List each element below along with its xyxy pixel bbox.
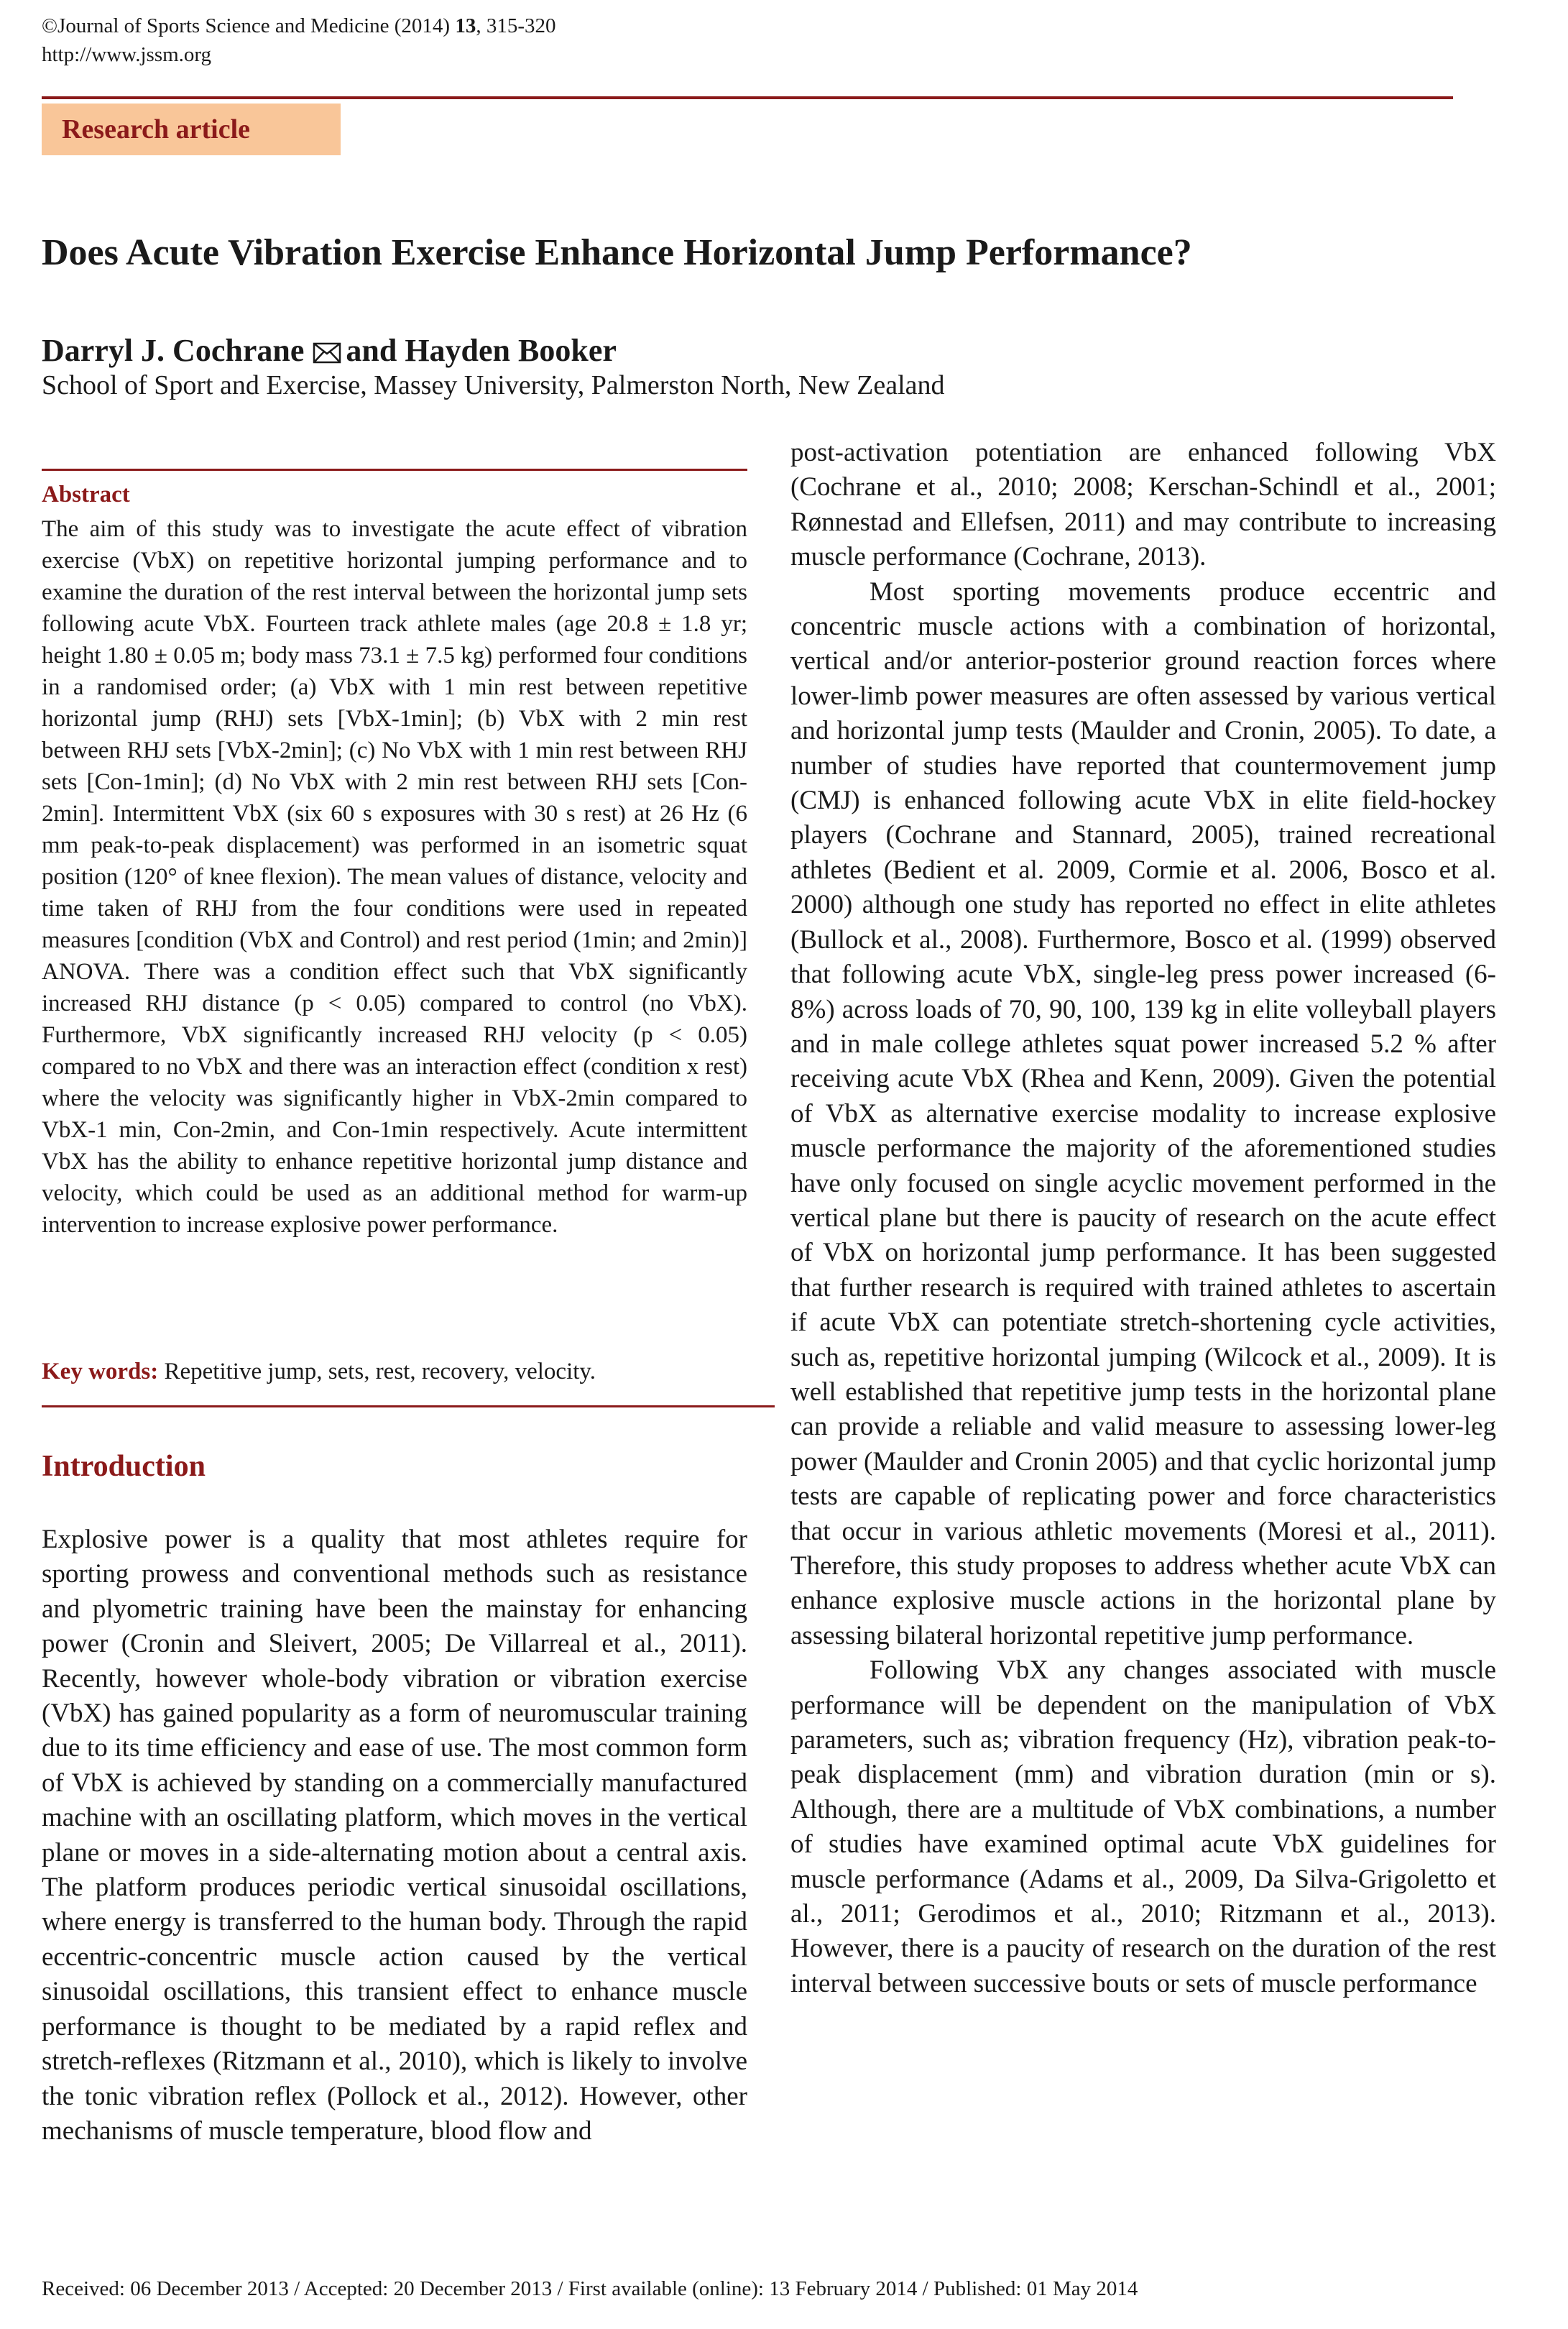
article-type-badge — [42, 104, 341, 155]
publication-dates: Received: 06 December 2013 / Accepted: 20 December 2013 / First available (online): 13 February 2014 / Published: 01 May 2014 — [42, 2277, 1138, 2300]
section-heading-introduction: Introduction — [42, 1450, 206, 1483]
abstract-bottom-rule — [42, 1405, 775, 1407]
journal-url[interactable]: http://www.jssm.org — [42, 43, 212, 66]
article-type-label: Research article — [62, 114, 251, 144]
keywords-label: Key words: — [42, 1359, 159, 1384]
paragraph: Most sporting movements produce eccentric and concentric muscle actions with a combination of horizontal, vertical and/or anterior-posterior ground reaction forces where lower-limb power measures are often assessed by various vertical and horizontal jump tests (Maulder and Cronin, 2005). To date, a number of studies have reported that countermovement jump (CMJ) is enhanced following acute VbX in elite field-hockey players (Cochrane and Stannard, 2005), trained recreational athletes (Bedient et al. 2009, Cormie et al. 2006, Bosco et al. 2000) although one study has reported no effect in elite athletes (Bullock et al., 2008). Furthermore, Bosco et al. (1999) observed that following acute VbX, single-leg press power increased (6-8%) across loads of 70, 90, 100, 139 kg in elite volleyball players and in male college athletes squat power increased 5.2 % after receiving acute VbX (Rhea and Kenn, 2009). Given the potential of VbX as alternative exercise modality to increase explosive muscle performance the majority of the aforementioned studies have only focused on single acyclic movement performed in the vertical plane but there is paucity of research on the acute effect of VbX on horizontal jump performance. It has been suggested that further research is required with trained athletes to ascertain if acute VbX can potentiate stretch-shortening cycle activities, such as, repetitive horizontal jumping (Wilcock et al., 2009). It is well established that repetitive jump tests in the horizontal plane can provide a reliable and valid measure to assessing lower-leg power (Maulder and Cronin 2005) and that cyclic horizontal jump tests are capable of replicating power and force characteristics that occur in various athletic movements (Moresi et al., 2011). Therefore, this study proposes to address whether acute VbX can enhance explosive muscle actions in the horizontal plane by assessing bilateral horizontal repetitive jump performance. — [790, 576, 1496, 1650]
author-2: and Hayden Booker — [346, 333, 617, 368]
keywords — [42, 1356, 596, 1387]
email-envelope-icon[interactable] — [313, 335, 341, 372]
header-divider — [42, 96, 1453, 99]
author-1: Darryl J. Cochrane — [42, 333, 305, 368]
paragraph: post-activation potentiation are enhanced following VbX (Cochrane et al., 2010; 2008; Kerschan-Schindl et al., 2001; Rønnestad and Ellefsen, 2011) and may contribute to increasing muscle performance (Cochrane, 2013). — [790, 438, 1496, 572]
article-title: Does Acute Vibration Exercise Enhance Horizontal Jump Performance? — [42, 232, 1192, 273]
affiliation: School of Sport and Exercise, Massey University, Palmerston North, New Zealand — [42, 370, 945, 400]
journal-citation: ©Journal of Sports Science and Medicine (2014) 13, 315-320 — [42, 14, 556, 37]
paragraph: Explosive power is a quality that most athletes require for sporting prowess and conventional methods such as resistance and plyometric training have been the mainstay for enhancing power (Cronin and Sleivert, 2005; De Villarreal et al., 2011). Recently, however whole-body vibration or vibration exercise (VbX) has gained popularity as a form of neuromuscular training due to its time efficiency and ease of use. The most common form of VbX is achieved by standing on a commercially manufactured machine with an oscillating platform, which moves in the vertical plane or moves in a side-alternating motion about a central axis. The platform produces periodic vertical sinusoidal oscillations, where energy is transferred to the human body. Through the rapid eccentric-concentric muscle action caused by the vertical sinusoidal oscillations, this transient effect to enhance muscle performance is thought to be mediated by a rapid reflex and stretch-reflexes (Ritzmann et al., 2010), which is likely to involve the tonic vibration reflex (Pollock et al., 2012). However, other mechanisms of muscle temperature, blood flow and — [42, 1525, 747, 2146]
journal-header — [42, 12, 556, 69]
abstract-text: The aim of this study was to investigate the acute effect of vibration exercise (VbX) on repetitive horizontal jumping performance and to examine the duration of the rest interval between the horizontal jump sets following acute VbX. Fourteen track athlete males (age 20.8 ± 1.8 yr; height 1.80 ± 0.05 m; body mass 73.1 ± 7.5 kg) performed four conditions in a randomised order; (a) VbX with 1 min rest between repetitive horizontal jump (RHJ) sets [VbX-1min]; (b) VbX with 2 min rest between RHJ sets [VbX-2min]; (c) No VbX with 1 min rest between RHJ sets [Con-1min]; (d) No VbX with 2 min rest between RHJ sets [Con-2min]. Intermittent VbX (six 60 s exposures with 30 s rest) at 26 Hz (6 mm peak-to-peak displacement) was performed in an isometric squat position (120° of knee flexion). The mean values of distance, velocity and time taken of RHJ from the four conditions were used in repeated measures [condition (VbX and Control) and rest period (1min; and 2min)] ANOVA. There was a condition effect such that VbX significantly increased RHJ distance (p < 0.05) compared to control (no VbX). Furthermore, VbX significantly increased RHJ velocity (p < 0.05) compared to no VbX and there was an interaction effect (condition x rest) where the velocity was significantly higher in VbX-2min compared to VbX-1 min, Con-2min, and Con-1min respectively. Acute intermittent VbX has the ability to enhance repetitive horizontal jump distance and velocity, which could be used as an additional method for warm-up intervention to increase explosive power performance. — [42, 516, 747, 1238]
authors — [42, 332, 617, 372]
abstract-heading: Abstract — [42, 482, 130, 507]
abstract-top-rule — [42, 469, 747, 471]
journal-volume: 13 — [455, 14, 476, 37]
right-column-text — [790, 436, 1496, 2001]
paragraph: Following VbX any changes associated with muscle performance will be dependent on the manipulation of VbX parameters, such as; vibration frequency (Hz), vibration peak-to-peak displacement (mm) and vibration duration (min or s). Although, there are a multitude of VbX combinations, a number of studies have examined optimal acute VbX guidelines for muscle performance (Adams et al., 2009, Da Silva-Grigoletto et al., 2011; Gerodimos et al., 2010; Ritzmann et al., 2013). However, there is a paucity of research on the duration of the rest interval between successive bouts or sets of muscle performance — [790, 1655, 1496, 1998]
left-column-text — [42, 1522, 747, 2149]
keywords-text: Repetitive jump, sets, rest, recovery, velocity. — [164, 1359, 596, 1384]
